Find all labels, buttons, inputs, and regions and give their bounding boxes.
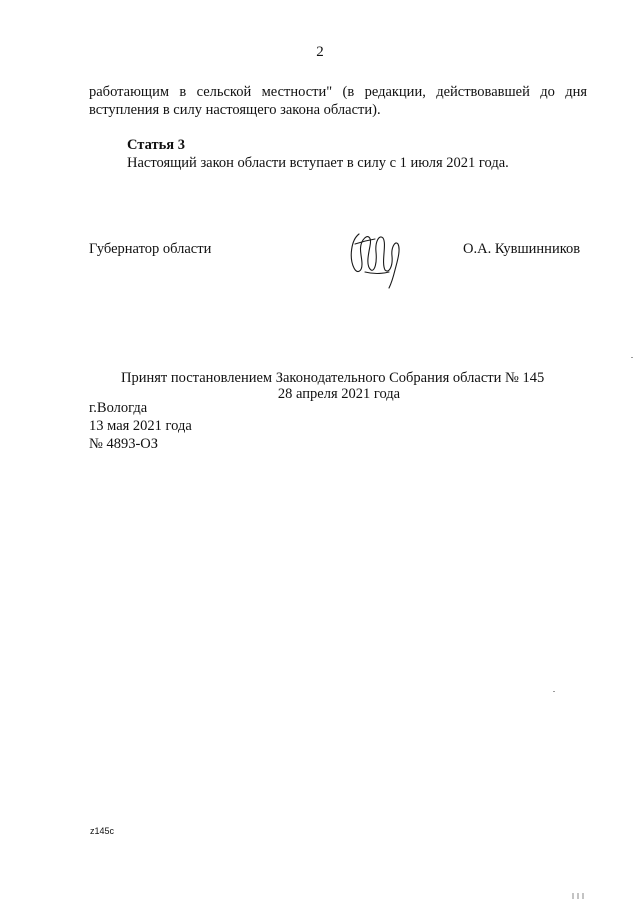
signing-city: г.Вологда	[89, 400, 148, 416]
scan-speck	[553, 691, 555, 692]
adoption-statement: Принят постановлением Законодательного Собрания области № 145	[121, 370, 545, 386]
continued-paragraph-line-2: вступления в силу настоящего закона области).	[89, 102, 381, 118]
governor-name: О.А. Кувшинников	[463, 241, 581, 257]
scan-tick-marks	[571, 893, 587, 899]
adoption-date: 28 апреля 2021 года	[277, 386, 401, 402]
signing-date: 13 мая 2021 года	[89, 418, 192, 434]
scan-speck	[631, 357, 633, 358]
page-number: 2	[316, 44, 324, 60]
article-title: Статья 3	[127, 137, 185, 153]
continued-paragraph-line-1: работающим в сельской местности" (в редакции, действовавшей до дня	[89, 84, 587, 100]
governor-title: Губернатор области	[89, 241, 212, 257]
handwritten-signature-icon	[345, 222, 407, 290]
article-text: Настоящий закон области вступает в силу с 1 июля 2021 года.	[127, 155, 509, 171]
law-number: № 4893-ОЗ	[89, 436, 159, 452]
document-code: z145c	[90, 826, 115, 836]
continued-paragraph	[89, 83, 587, 119]
